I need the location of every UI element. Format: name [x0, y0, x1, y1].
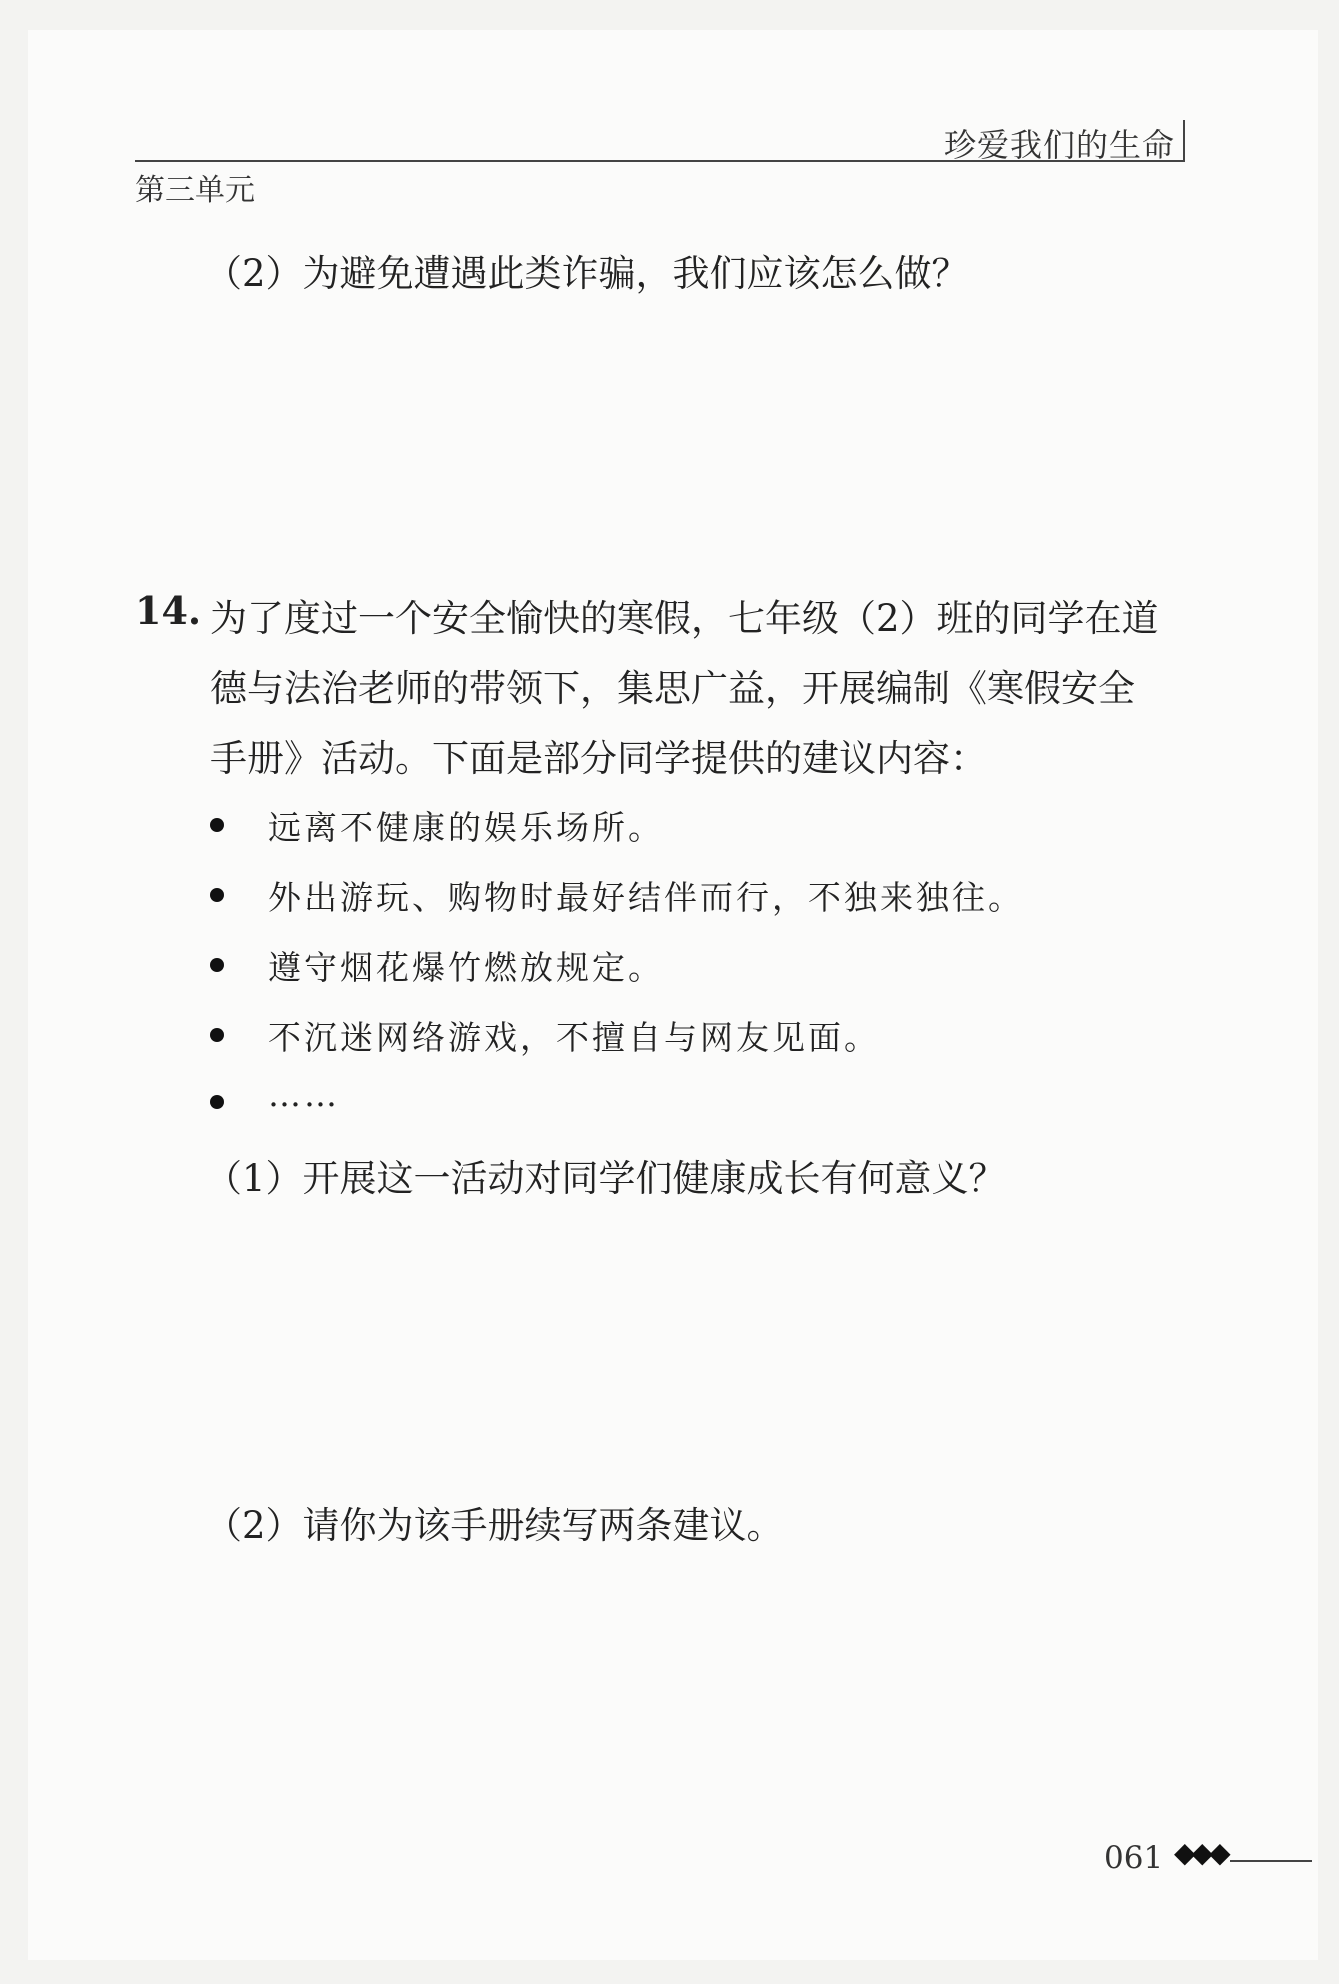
- question-part1: （1）开展这一活动对同学们健康成长有何意义？: [205, 1157, 1006, 1200]
- suggestion-item-ellipsis: ……: [268, 1075, 340, 1114]
- suggestion-item: 不沉迷网络游戏，不擅自与网友见面。: [268, 1018, 880, 1057]
- page-sheet: [28, 30, 1318, 1960]
- question-number: 14.: [135, 588, 202, 633]
- footer-rule: [1230, 1860, 1312, 1862]
- header-rule: [135, 160, 1185, 162]
- bullet-dot: [210, 1028, 224, 1042]
- page-number: 061: [1104, 1840, 1164, 1876]
- bullet-dot: [210, 888, 224, 902]
- book-title: 珍爱我们的生命: [943, 126, 1175, 164]
- question-stem-line-1: 为了度过一个安全愉快的寒假，七年级（2）班的同学在道: [210, 597, 1159, 640]
- unit-label: 第三单元: [135, 173, 255, 208]
- prev-question-part2: （2）为避免遭遇此类诈骗，我们应该怎么做？: [205, 252, 969, 295]
- question-part2: （2）请你为该手册续写两条建议。: [205, 1504, 784, 1547]
- question-stem-line-2: 德与法治老师的带领下，集思广益，开展编制《寒假安全: [210, 667, 1135, 710]
- question-stem-line-3: 手册》活动。下面是部分同学提供的建议内容：: [210, 737, 987, 780]
- diamond-ornament-icon: ◆◆◆: [1174, 1836, 1227, 1869]
- header-divider-vertical: [1183, 120, 1185, 162]
- bullet-dot: [210, 958, 224, 972]
- suggestion-item: 远离不健康的娱乐场所。: [268, 808, 664, 847]
- suggestion-item: 外出游玩、购物时最好结伴而行，不独来独往。: [268, 878, 1024, 917]
- bullet-dot: [210, 1095, 224, 1109]
- bullet-dot: [210, 818, 224, 832]
- suggestion-item: 遵守烟花爆竹燃放规定。: [268, 948, 664, 987]
